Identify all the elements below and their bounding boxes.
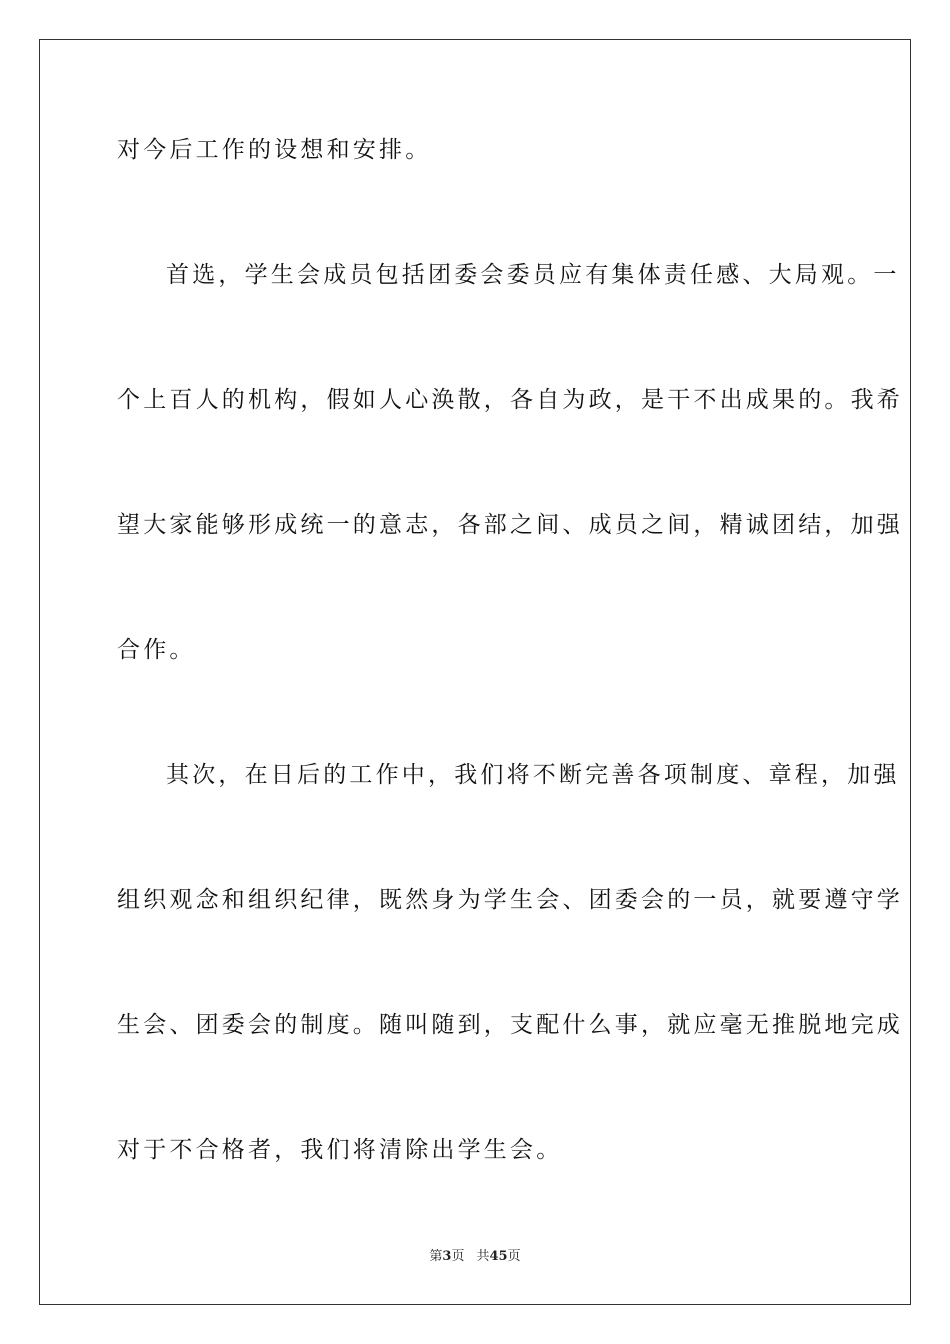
total-suffix: 页: [507, 1249, 521, 1264]
text-line: 合作。: [117, 637, 196, 663]
page-suffix: 页: [451, 1249, 465, 1264]
text-line: 组织观念和组织纪律，既然身为学生会、团委会的一员，就要遵守学: [117, 887, 903, 913]
text-line: 对于不合格者，我们将清除出学生会。: [117, 1137, 563, 1163]
page-prefix: 第: [429, 1249, 443, 1264]
page-number: 3: [442, 1249, 452, 1264]
text-line: 个上百人的机构，假如人心涣散，各自为政，是干不出成果的。我希: [117, 387, 903, 413]
text-line: 生会、团委会的制度。随叫随到，支配什么事，就应毫无推脱地完成: [117, 1012, 903, 1038]
paragraph-first-line: 其次，在日后的工作中，我们将不断完善各项制度、章程，加强: [166, 762, 900, 788]
total-prefix: 共: [476, 1249, 490, 1264]
page-footer: [0, 1248, 950, 1266]
text-line: 望大家能够形成统一的意志，各部之间、成员之间，精诚团结，加强: [117, 512, 903, 538]
total-pages: 45: [489, 1249, 508, 1264]
text-line: 对今后工作的设想和安排。: [117, 137, 432, 163]
page-border: [39, 39, 911, 1305]
paragraph-first-line: 首选，学生会成员包括团委会委员应有集体责任感、大局观。一: [166, 262, 900, 288]
